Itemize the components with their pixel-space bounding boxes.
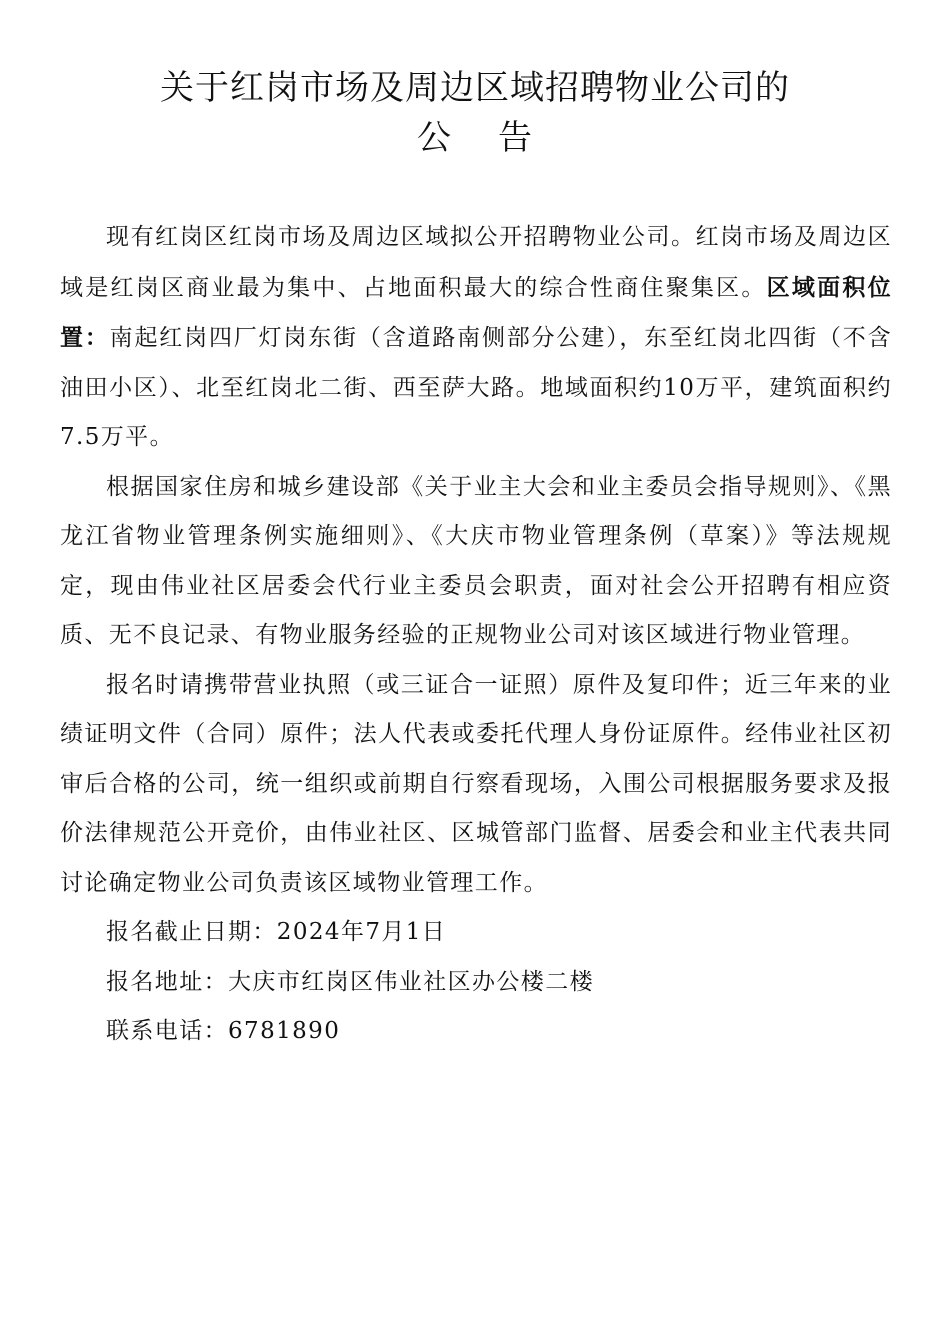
area-location-text: 南起红岗四厂灯岗东街（含道路南侧部分公建），东至红岗北四街（不含油田小区）、北至红岗北二街、西至萨大路。地域面积约10万平，建筑面积约7.5万平。 bbox=[60, 325, 892, 450]
document-title-announcement bbox=[0, 118, 950, 158]
paragraph-requirements: 报名时请携带营业执照（或三证合一证照）原件及复印件；近三年来的业绩证明文件（合同）原件；法人代表或委托代理人身份证原件。经伟业社区初审后合格的公司，统一组织或前期自行察看现场，入围公司根据服务要求及报价法律规范公开竞价，由伟业社区、区城管部门监督、居委会和业主代表共同讨论确定物业公司负责该区域物业管理工作。 bbox=[60, 671, 892, 896]
registration-address: 报名地址：大庆市红岗区伟业社区办公楼二楼 bbox=[106, 968, 594, 995]
document-title: 关于红岗市场及周边区域招聘物业公司的 bbox=[160, 68, 790, 108]
paragraph-regulations: 根据国家住房和城乡建设部《关于业主大会和业主委员会指导规则》、《黑龙江省物业管理条例实施细则》、《大庆市物业管理条例（草案）》等法规规定，现由伟业社区居委会代行业主委员会职责，面对社会公开招聘有相应资质、无不良记录、有物业服务经验的正规物业公司对该区域进行物业管理。 bbox=[60, 473, 892, 648]
title-char-gao: 告 bbox=[498, 118, 533, 158]
title-char-gong: 公 bbox=[417, 118, 452, 158]
intro-text: 现有红岗区红岗市场及周边区域拟公开招聘物业公司。红岗市场及周边区域是红岗区商业最为集中、占地面积最大的综合性商住聚集区。 bbox=[60, 224, 892, 301]
area-location-heading: 区域面积位置： bbox=[60, 273, 893, 351]
document-body bbox=[60, 213, 892, 1057]
contact-phone: 联系电话：6781890 bbox=[106, 1018, 341, 1044]
registration-deadline: 报名截止日期：2024年7月1日 bbox=[106, 919, 447, 945]
paragraph-intro bbox=[60, 213, 892, 463]
